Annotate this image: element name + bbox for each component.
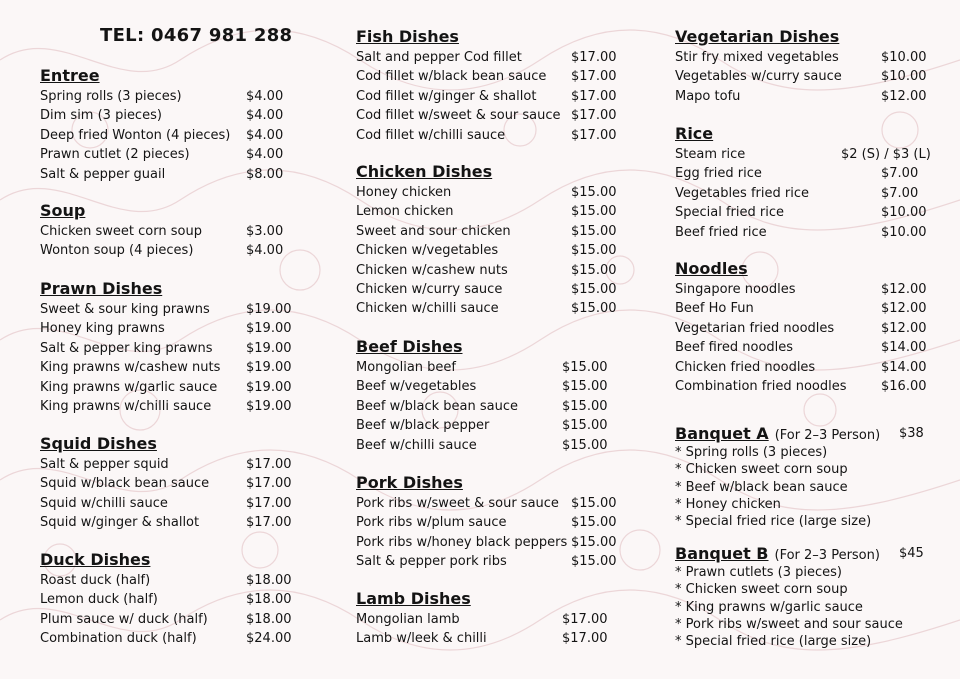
item-price: $15.00 bbox=[571, 534, 617, 550]
menu-item bbox=[40, 165, 310, 184]
banquet-a-title: Banquet A bbox=[675, 424, 769, 443]
section-lamb-dishes bbox=[356, 589, 636, 649]
menu-item bbox=[675, 184, 950, 203]
item-name: Salt & pepper guail bbox=[40, 166, 166, 182]
item-price: $19.00 bbox=[246, 360, 292, 376]
banquet-item: * King prawns w/garlic sauce bbox=[675, 599, 863, 615]
item-name: Singapore noodles bbox=[675, 282, 796, 297]
menu-item bbox=[356, 87, 636, 106]
item-name: Vegetarian fried noodles bbox=[675, 320, 835, 336]
banquet-b-price: $45 bbox=[899, 546, 924, 561]
item-price: $17.00 bbox=[571, 88, 617, 104]
banquet-a-header bbox=[675, 423, 950, 444]
item-price: $19.00 bbox=[246, 340, 292, 356]
section-beef-dishes bbox=[356, 337, 636, 455]
item-price: $15.00 bbox=[571, 554, 617, 570]
item-name: Salt and pepper Cod fillet bbox=[356, 50, 522, 65]
item-name: Combination duck (half) bbox=[40, 631, 197, 647]
menu-item bbox=[40, 571, 310, 590]
banquet-item: * Chicken sweet corn soup bbox=[675, 462, 848, 478]
item-price: $12.00 bbox=[881, 282, 927, 297]
item-price: $12.00 bbox=[881, 301, 927, 317]
item-price: $19.00 bbox=[246, 302, 292, 317]
item-name: King prawns w/cashew nuts bbox=[40, 360, 221, 376]
section-noodles bbox=[675, 259, 950, 396]
banquet-a-price: $38 bbox=[899, 426, 924, 441]
banquet-b-header bbox=[675, 543, 950, 564]
item-name: Salt & pepper squid bbox=[40, 457, 169, 472]
item-name: Squid w/ginger & shallot bbox=[40, 515, 200, 531]
section-duck-dishes bbox=[40, 550, 310, 649]
item-name: Lemon chicken bbox=[356, 204, 454, 220]
item-price: $4.00 bbox=[246, 89, 284, 104]
menu-item bbox=[40, 241, 310, 260]
menu-item bbox=[356, 106, 636, 125]
item-name: Honey king prawns bbox=[40, 321, 165, 337]
item-name: Chicken sweet corn soup bbox=[40, 224, 202, 239]
banquet-item: * Spring rolls (3 pieces) bbox=[675, 445, 828, 460]
menu-item bbox=[40, 610, 310, 629]
menu-item bbox=[40, 629, 310, 648]
item-price: $16.00 bbox=[881, 378, 927, 394]
menu-item bbox=[40, 339, 310, 358]
menu-item bbox=[40, 397, 310, 416]
item-name: Beef fried rice bbox=[675, 224, 767, 240]
item-price: $15.00 bbox=[571, 262, 617, 278]
menu-item bbox=[356, 241, 636, 260]
item-name: Beef Ho Fun bbox=[675, 301, 754, 317]
item-price: $15.00 bbox=[562, 437, 608, 453]
item-name: Beef w/chilli sauce bbox=[356, 437, 477, 453]
item-name: Honey chicken bbox=[356, 185, 452, 200]
item-name: Chicken w/chilli sauce bbox=[356, 301, 499, 317]
banquet-item: * Chicken sweet corn soup bbox=[675, 582, 848, 598]
item-name: Mongolian lamb bbox=[356, 612, 460, 627]
item-price: $7.00 bbox=[881, 166, 919, 182]
item-price: $17.00 bbox=[246, 457, 292, 472]
item-name: Stir fry mixed vegetables bbox=[675, 50, 839, 65]
section-banquet-a bbox=[675, 423, 950, 530]
section-title-squid-dishes: Squid Dishes bbox=[40, 434, 157, 453]
section-entree bbox=[40, 66, 310, 184]
item-name: Chicken fried noodles bbox=[675, 359, 816, 375]
banquet-b-serving-note: (For 2–3 Person) bbox=[774, 548, 880, 563]
item-price: $10.00 bbox=[881, 50, 927, 65]
item-name: Pork ribs w/sweet & sour sauce bbox=[356, 496, 559, 511]
section-squid-dishes bbox=[40, 434, 310, 533]
item-name: Beef w/vegetables bbox=[356, 379, 477, 395]
item-price: $17.00 bbox=[571, 50, 617, 65]
menu-item bbox=[356, 280, 636, 299]
item-name: Beef w/black bean sauce bbox=[356, 398, 518, 414]
menu-item bbox=[40, 222, 310, 241]
item-name: Salt & pepper pork ribs bbox=[356, 554, 507, 570]
item-name: Lamb w/leek & chilli bbox=[356, 631, 487, 647]
section-pork-dishes bbox=[356, 473, 636, 572]
menu-item bbox=[356, 436, 636, 455]
menu-item bbox=[356, 202, 636, 221]
item-price: $15.00 bbox=[571, 185, 617, 200]
banquet-item: * Honey chicken bbox=[675, 496, 781, 512]
menu-item bbox=[40, 300, 310, 319]
item-name: Beef fired noodles bbox=[675, 340, 794, 356]
item-name: Lemon duck (half) bbox=[40, 592, 158, 608]
menu-item bbox=[675, 67, 950, 86]
telephone-number: TEL: 0467 981 288 bbox=[100, 25, 293, 46]
banquet-item: * Beef w/black bean sauce bbox=[675, 479, 848, 495]
menu-item bbox=[40, 126, 310, 145]
item-price: $24.00 bbox=[246, 631, 292, 647]
item-price: $15.00 bbox=[562, 379, 608, 395]
menu-item bbox=[40, 494, 310, 513]
section-title-fish-dishes: Fish Dishes bbox=[356, 27, 459, 46]
item-price: $12.00 bbox=[881, 320, 927, 336]
item-price: $15.00 bbox=[562, 398, 608, 414]
item-price: $8.00 bbox=[246, 166, 284, 182]
item-name: Wonton soup (4 pieces) bbox=[40, 243, 194, 259]
item-price: $3.00 bbox=[246, 224, 284, 239]
menu-item bbox=[356, 126, 636, 145]
section-title-beef-dishes: Beef Dishes bbox=[356, 337, 463, 356]
item-name: Deep fried Wonton (4 pieces) bbox=[40, 127, 231, 143]
section-fish-dishes bbox=[356, 27, 636, 145]
item-name: Plum sauce w/ duck (half) bbox=[40, 611, 208, 627]
menu-item bbox=[675, 338, 950, 357]
menu-item bbox=[675, 280, 950, 299]
item-name: Squid w/black bean sauce bbox=[40, 476, 210, 492]
section-title-rice: Rice bbox=[675, 124, 714, 143]
menu-item bbox=[675, 358, 950, 377]
item-name: Egg fried rice bbox=[675, 166, 762, 182]
item-name: Salt & pepper king prawns bbox=[40, 340, 213, 356]
item-price: $10.00 bbox=[881, 205, 927, 221]
menu-item bbox=[40, 106, 310, 125]
section-banquet-b bbox=[675, 543, 950, 650]
menu-item bbox=[356, 299, 636, 318]
item-price: $4.00 bbox=[246, 147, 284, 163]
item-price: $15.00 bbox=[571, 243, 617, 259]
item-name: Combination fried noodles bbox=[675, 378, 847, 394]
menu-item bbox=[675, 87, 950, 106]
item-price: $18.00 bbox=[246, 611, 292, 627]
item-name: Dim sim (3 pieces) bbox=[40, 108, 162, 124]
item-price: $4.00 bbox=[246, 108, 284, 124]
item-price: $15.00 bbox=[562, 360, 608, 375]
section-title-soup: Soup bbox=[40, 201, 86, 220]
menu-item bbox=[356, 222, 636, 241]
menu-item bbox=[356, 397, 636, 416]
section-rice bbox=[675, 124, 950, 242]
section-chicken-dishes bbox=[356, 162, 636, 319]
banquet-a-serving-note: (For 2–3 Person) bbox=[774, 428, 881, 443]
menu-item bbox=[40, 358, 310, 377]
menu-item bbox=[356, 513, 636, 532]
menu-item bbox=[356, 261, 636, 280]
menu-item bbox=[356, 494, 636, 513]
item-name: Mongolian beef bbox=[356, 360, 457, 375]
item-name: Chicken w/curry sauce bbox=[356, 281, 503, 297]
menu-item bbox=[40, 87, 310, 106]
menu-item bbox=[40, 319, 310, 338]
section-title-noodles: Noodles bbox=[675, 259, 748, 278]
section-title-chicken-dishes: Chicken Dishes bbox=[356, 162, 493, 181]
section-title-entree: Entree bbox=[40, 66, 100, 85]
menu-item bbox=[675, 203, 950, 222]
menu-item bbox=[675, 319, 950, 338]
item-price: $10.00 bbox=[881, 69, 927, 85]
section-title-duck-dishes: Duck Dishes bbox=[40, 550, 151, 569]
item-price: $17.00 bbox=[571, 127, 617, 143]
banquet-item: * Pork ribs w/sweet and sour sauce bbox=[675, 616, 903, 632]
menu-item bbox=[356, 183, 636, 202]
item-name: Pork ribs w/plum sauce bbox=[356, 515, 507, 531]
menu-item bbox=[675, 145, 950, 164]
menu-item bbox=[356, 67, 636, 86]
item-price: $4.00 bbox=[246, 243, 284, 259]
menu-item bbox=[40, 474, 310, 493]
item-name: Chicken w/vegetables bbox=[356, 243, 499, 259]
section-title-pork-dishes: Pork Dishes bbox=[356, 473, 463, 492]
menu-item bbox=[356, 552, 636, 571]
item-price: $15.00 bbox=[571, 496, 617, 511]
banquet-item: * Special fried rice (large size) bbox=[675, 514, 872, 530]
banquet-item: * Prawn cutlets (3 pieces) bbox=[675, 565, 842, 580]
item-price: $17.00 bbox=[562, 612, 608, 627]
item-price: $19.00 bbox=[246, 379, 292, 395]
section-soup bbox=[40, 201, 310, 261]
item-price: $10.00 bbox=[881, 224, 927, 240]
item-name: Special fried rice bbox=[675, 205, 784, 221]
item-name: Cod fillet w/chilli sauce bbox=[356, 127, 506, 143]
item-price: $17.00 bbox=[246, 476, 292, 492]
menu-item bbox=[40, 590, 310, 609]
item-name: Pork ribs w/honey black peppers bbox=[356, 534, 568, 550]
item-price: $15.00 bbox=[571, 204, 617, 220]
menu-item bbox=[356, 48, 636, 67]
item-price: $2 (S) / $3 (L) bbox=[841, 147, 931, 162]
item-name: Vegetables w/curry sauce bbox=[675, 69, 842, 85]
menu-item bbox=[356, 629, 636, 648]
menu-item bbox=[40, 455, 310, 474]
banquet-b-title: Banquet B bbox=[675, 544, 769, 563]
menu-item bbox=[356, 533, 636, 552]
item-price: $15.00 bbox=[571, 223, 617, 239]
item-price: $19.00 bbox=[246, 321, 292, 337]
section-title-vegetarian-dishes: Vegetarian Dishes bbox=[675, 27, 840, 46]
item-name: Spring rolls (3 pieces) bbox=[40, 89, 182, 104]
section-prawn-dishes bbox=[40, 279, 310, 416]
item-price: $17.00 bbox=[562, 631, 608, 647]
item-price: $15.00 bbox=[571, 515, 617, 531]
item-price: $12.00 bbox=[881, 88, 927, 104]
section-title-lamb-dishes: Lamb Dishes bbox=[356, 589, 471, 608]
banquet-item: * Special fried rice (large size) bbox=[675, 634, 872, 650]
menu-item bbox=[356, 416, 636, 435]
menu-item bbox=[675, 377, 950, 396]
item-name: King prawns w/garlic sauce bbox=[40, 379, 218, 395]
menu-item bbox=[356, 610, 636, 629]
item-price: $17.00 bbox=[246, 495, 292, 511]
item-name: Cod fillet w/ginger & shallot bbox=[356, 88, 537, 104]
item-name: Mapo tofu bbox=[675, 88, 741, 104]
item-name: Cod fillet w/sweet & sour sauce bbox=[356, 108, 561, 124]
item-name: Sweet & sour king prawns bbox=[40, 302, 210, 317]
item-price: $4.00 bbox=[246, 127, 284, 143]
item-price: $17.00 bbox=[246, 515, 292, 531]
item-price: $14.00 bbox=[881, 359, 927, 375]
section-vegetarian-dishes bbox=[675, 27, 950, 106]
item-name: Steam rice bbox=[675, 147, 746, 162]
item-name: Prawn cutlet (2 pieces) bbox=[40, 147, 190, 163]
menu-item bbox=[675, 223, 950, 242]
menu-item bbox=[675, 299, 950, 318]
menu-item bbox=[675, 164, 950, 183]
menu-item bbox=[40, 378, 310, 397]
item-name: King prawns w/chilli sauce bbox=[40, 398, 212, 414]
menu-item bbox=[40, 513, 310, 532]
item-price: $19.00 bbox=[246, 398, 292, 414]
item-price: $18.00 bbox=[246, 592, 292, 608]
item-price: $14.00 bbox=[881, 340, 927, 356]
menu-item bbox=[356, 358, 636, 377]
item-price: $7.00 bbox=[881, 185, 919, 201]
menu-item bbox=[40, 145, 310, 164]
section-title-prawn-dishes: Prawn Dishes bbox=[40, 279, 163, 298]
item-price: $17.00 bbox=[571, 108, 617, 124]
item-name: Cod fillet w/black bean sauce bbox=[356, 69, 547, 85]
item-price: $15.00 bbox=[571, 281, 617, 297]
item-name: Vegetables fried rice bbox=[675, 185, 809, 201]
item-price: $15.00 bbox=[571, 301, 617, 317]
item-name: Chicken w/cashew nuts bbox=[356, 262, 508, 278]
item-name: Squid w/chilli sauce bbox=[40, 495, 168, 511]
item-name: Beef w/black pepper bbox=[356, 418, 490, 434]
menu-item bbox=[675, 48, 950, 67]
item-price: $17.00 bbox=[571, 69, 617, 85]
menu-item bbox=[356, 377, 636, 396]
item-price: $18.00 bbox=[246, 573, 292, 588]
item-price: $15.00 bbox=[562, 418, 608, 434]
item-name: Sweet and sour chicken bbox=[356, 223, 511, 239]
item-name: Roast duck (half) bbox=[40, 573, 151, 588]
